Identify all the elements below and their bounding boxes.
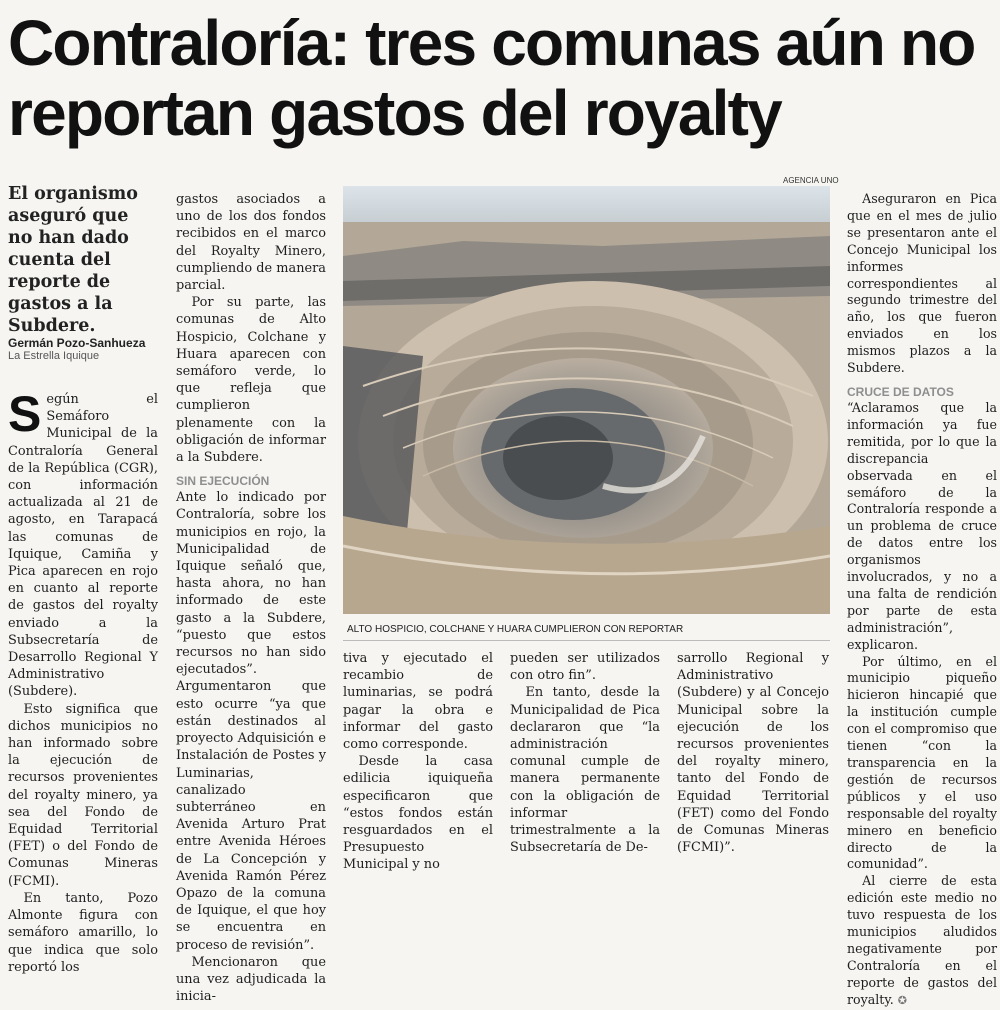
photo-credit: AGENCIA UNO: [783, 176, 839, 185]
paragraph: En tanto, Pozo Almonte figura con semáforo amarillo, lo que indica que solo reportó los: [8, 890, 158, 975]
drop-cap: S: [8, 386, 42, 442]
paragraph: gastos asociados a uno de los dos fondos recibidos en el marco del Royalty Minero, cumpliendo de manera parcial.: [176, 192, 326, 294]
paragraph: En tanto, desde la Municipalidad de Pica declararon que “la administración comunal cumple de manera permanente con la obligación de informar trimestralmente a la Subsecretaría de De-: [510, 685, 660, 856]
article-column-2: [176, 191, 326, 1005]
paragraph: “Aclaramos que la información ya fue remitida, por lo que la discrepancia observada en el semáforo de la Contraloría responde a un problema de cruce de datos entre los organismos involucrados, y no a una falta de rendición por parte de esta administración”, explicaron.: [847, 399, 997, 652]
paragraph: Argumentaron que esto ocurre “ya que están destinados al proyecto Adquisición e Instalación de Postes y Luminarias, canalizado subterráneo en Avenida Arturo Prat entre Avenida Héroes de La Concepción y Avenida Ramón Pérez Opazo de la comuna de Iquique, el que hoy se encuentra en proceso de revisión”.: [176, 679, 326, 953]
deck: El organismo aseguró que no han dado cuenta del reporte de gastos a la Subdere.: [8, 184, 138, 336]
article-column-1: [8, 386, 158, 976]
subheading-cruce-de-datos: CRUCE DE DATOS: [847, 384, 954, 399]
article-column-4: [510, 650, 660, 856]
article-column-3: [343, 650, 493, 874]
subheading-sin-ejecucion: SIN EJECUCIÓN: [176, 474, 270, 489]
end-mark-icon: ✪: [897, 993, 907, 1007]
paragraph: pueden ser utilizados con otro fin”.: [510, 651, 660, 684]
author-byline: Germán Pozo-Sanhueza: [8, 336, 146, 350]
article-column-6: [847, 191, 997, 1010]
paragraph: Por último, en el municipio piqueño hicieron hincapié que la institución cumple con el compromiso que tienen “con la transparencia en la gestión de recursos públicos y el uso responsable del royalty minero en beneficio directo de la comunidad”.: [847, 653, 997, 872]
headline: Contraloría: tres comunas aún no reportan gastos del royalty: [8, 7, 975, 149]
paragraph: egún el Semáforo Municipal de la Contraloría General de la República (CGR), con información actualizada al 21 de agosto, en Tarapacá las comunas de Iquique, Camiña y Pica aparecen en rojo en cuanto al reporte de gastos del royalty enviado a la Subsecretaría de Desarrollo Regional Y Administrativo (Subdere).: [8, 392, 158, 700]
paragraph: Esto significa que dichos municipios no han informado sobre la ejecución de recursos provenientes del royalty minero, ya sea del Fondo de Equidad Territorial (FET) o del Fondo de Comunas Mineras (FCMI).: [8, 701, 158, 889]
paragraph: Mencionaron que una vez adjudicada la inicia-: [176, 954, 326, 1005]
mine-photo: [343, 186, 830, 614]
paragraph: [847, 873, 997, 1009]
paragraph: Desde la casa edilicia iquiqueña especificaron que “estos fondos están resguardados en el Presupuesto Municipal y no: [343, 754, 493, 873]
paragraph: tiva y ejecutado el recambio de luminarias, se podrá pagar la obra e informar del gasto como corresponde.: [343, 651, 493, 753]
caption-divider: [343, 640, 830, 641]
paragraph: sarrollo Regional y Administrativo (Subdere) y al Concejo Municipal sobre la ejecución de los recursos provenientes del royalty minero, tanto del Fondo de Equidad Territorial (FET) como del Fondo de Comunas Mineras (FCMI)”.: [677, 651, 829, 856]
outlet-name: La Estrella Iquique: [8, 350, 100, 362]
paragraph-text: Al cierre de esta edición este medio no tuvo respuesta de los municipios aludidos negativamente por Contraloría en el reporte de gastos del royalty.: [847, 873, 997, 1007]
article-column-5: [677, 650, 829, 856]
photo-caption: ALTO HOSPICIO, COLCHANE Y HUARA CUMPLIERON CON REPORTAR: [347, 624, 684, 635]
paragraph: Ante lo indicado por Contraloría, sobre los municipios en rojo, la Municipalidad de Iquique señaló que, hasta ahora, no han informado de este gasto a la Subdere, “puesto que estos recursos no han sido ejecutados”.: [176, 490, 326, 678]
paragraph: Por su parte, las comunas de Alto Hospicio, Colchane y Huara aparecen con semáforo verde, lo que refleja que cumplieron plenamente con la obligación de informar a la Subdere.: [176, 295, 326, 466]
paragraph: Aseguraron en Pica que en el mes de julio se presentaron ante el Concejo Municipal los informes correspondientes al segundo trimestre del año, los que fueron enviados en los mismos plazos a la Subdere.: [847, 191, 997, 376]
